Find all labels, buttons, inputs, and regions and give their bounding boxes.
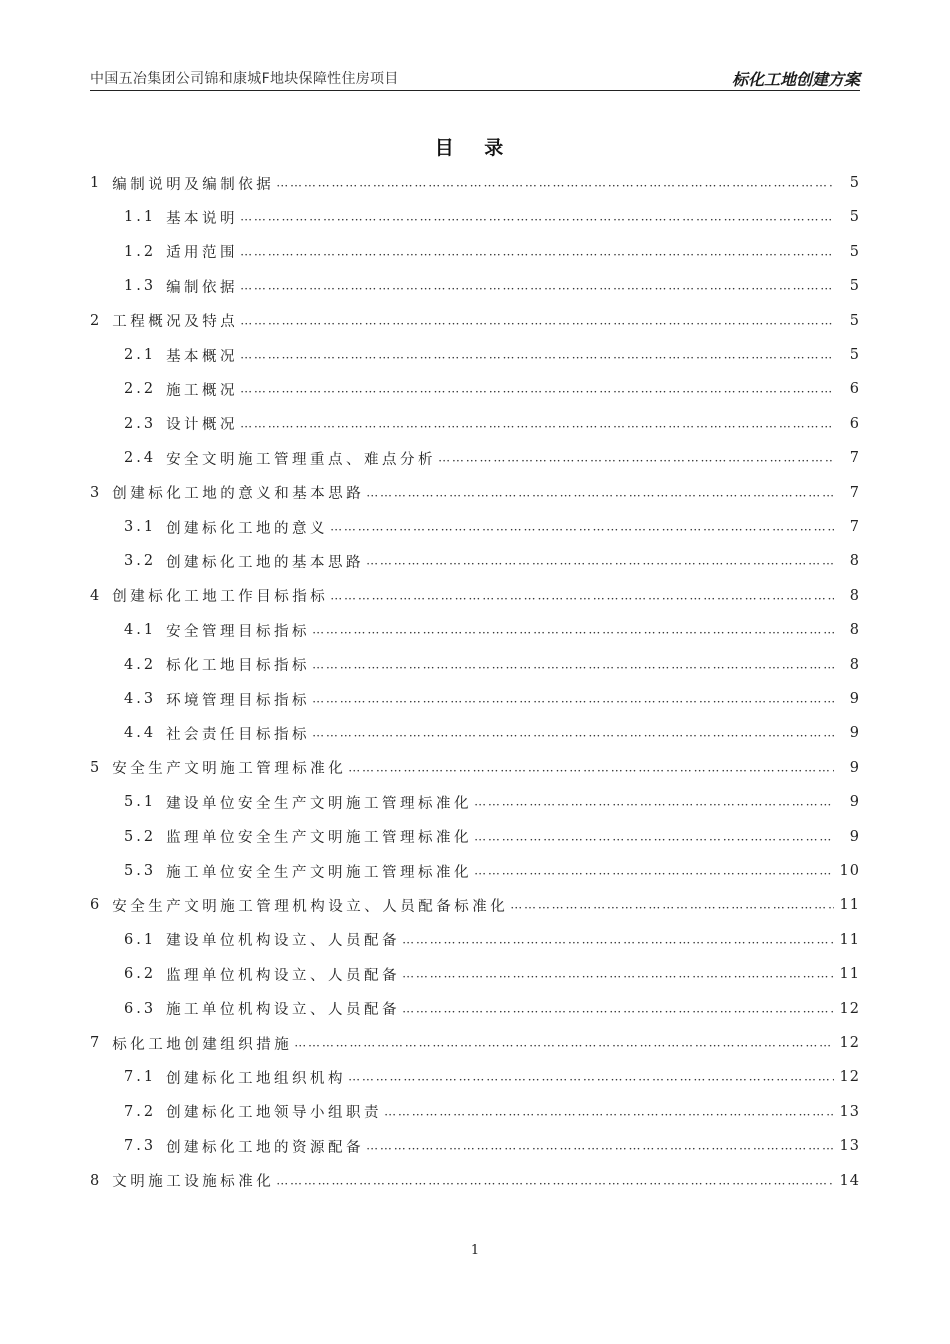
- toc-entry-number: 1.1: [124, 209, 157, 226]
- toc-entry[interactable]: [124, 269, 860, 303]
- page-header: [90, 66, 860, 91]
- toc-dot-leader: [438, 441, 834, 475]
- toc-dot-leader: [384, 1095, 834, 1129]
- toc-entry-page: 11: [839, 897, 860, 914]
- toc-entry[interactable]: [124, 648, 860, 682]
- toc-dot-leader: [240, 372, 834, 406]
- toc-entry-number: 7: [90, 1035, 103, 1051]
- toc-dot-leader: [366, 1129, 834, 1163]
- toc-entry-page: 5: [849, 175, 860, 191]
- toc-dot-leader: [348, 1060, 834, 1094]
- toc-entry-number: 1: [90, 175, 103, 191]
- toc-entry[interactable]: [90, 476, 860, 510]
- toc-entry[interactable]: [124, 1095, 860, 1129]
- toc-entry-number: 6: [90, 897, 103, 914]
- toc-entry-page: 14: [839, 1172, 860, 1189]
- toc-dot-leader: [240, 200, 834, 234]
- toc-entry-number: 2.2: [124, 381, 157, 398]
- toc-entry[interactable]: [124, 923, 860, 957]
- toc-entry-page: 5: [849, 278, 860, 295]
- toc-entry-label: 创建标化工地组织机构: [166, 1070, 347, 1087]
- toc-entry-number: 4.1: [124, 622, 157, 639]
- toc-entry[interactable]: [124, 785, 860, 819]
- toc-dot-leader: [240, 304, 834, 338]
- toc-entry-page: 9: [849, 759, 860, 776]
- toc-entry[interactable]: [124, 441, 860, 475]
- toc-entry-number: 7.2: [124, 1103, 157, 1120]
- toc-entry-label: 标化工地目标指标: [166, 658, 311, 675]
- toc-entry[interactable]: [124, 854, 860, 888]
- toc-entry-page: 8: [849, 553, 860, 570]
- toc-dot-leader: [276, 166, 834, 200]
- toc-entry-label: 创建标化工地工作目标指标: [112, 589, 329, 606]
- toc-entry-number: 5.1: [124, 794, 157, 811]
- toc-entry-number: 4.4: [124, 725, 157, 742]
- toc-entry-number: 3.1: [124, 519, 157, 535]
- toc-entry[interactable]: [124, 957, 860, 991]
- toc-entry-page: 13: [839, 1103, 860, 1120]
- toc-entry-label: 设计概况: [166, 417, 239, 434]
- toc-dot-leader: [366, 544, 834, 578]
- toc-entry-label: 编制依据: [166, 279, 239, 296]
- toc-entry-number: 5: [90, 759, 103, 776]
- toc-entry-label: 基本概况: [166, 348, 239, 365]
- toc-entry-number: 1.3: [124, 278, 157, 295]
- toc-entry-number: 5.3: [124, 863, 157, 879]
- toc-entry-label: 安全文明施工管理重点、难点分析: [166, 451, 437, 468]
- toc-entry-number: 7.1: [124, 1069, 157, 1086]
- toc-entry[interactable]: [124, 510, 860, 544]
- toc-entry-label: 工程概况及特点: [112, 314, 239, 331]
- toc-entry-page: 9: [849, 828, 860, 845]
- toc-dot-leader: [348, 751, 834, 785]
- toc-entry-page: 8: [849, 656, 860, 673]
- toc-entry-label: 适用范围: [166, 245, 239, 262]
- toc-dot-leader: [402, 923, 834, 957]
- toc-entry[interactable]: [124, 682, 860, 716]
- toc-entry-number: 6.2: [124, 966, 157, 983]
- toc-entry[interactable]: [90, 888, 860, 922]
- toc-entry[interactable]: [124, 372, 860, 406]
- toc-entry-number: 4: [90, 587, 103, 604]
- toc-entry[interactable]: [90, 304, 860, 338]
- toc-entry[interactable]: [124, 992, 860, 1026]
- toc-dot-leader: [474, 820, 834, 854]
- toc-entry-number: 5.2: [124, 828, 157, 845]
- toc-entry[interactable]: [124, 200, 860, 234]
- toc-entry-number: 8: [90, 1172, 103, 1189]
- toc-entry[interactable]: [124, 1129, 860, 1163]
- toc-entry-label: 安全管理目标指标: [166, 623, 311, 640]
- toc-entry[interactable]: [124, 820, 860, 854]
- toc-entry-number: 1.2: [124, 243, 157, 260]
- toc-entry[interactable]: [124, 1060, 860, 1094]
- toc-entry-page: 5: [849, 312, 860, 329]
- toc-entry-page: 13: [839, 1138, 860, 1155]
- toc-entry[interactable]: [124, 613, 860, 647]
- toc-entry-label: 创建标化工地的意义: [166, 520, 329, 537]
- toc-entry[interactable]: [124, 235, 860, 269]
- toc-entry[interactable]: [90, 166, 860, 200]
- toc-dot-leader: [294, 1026, 834, 1060]
- toc-dot-leader: [276, 1164, 834, 1198]
- toc-entry-number: 3.2: [124, 553, 157, 570]
- toc-entry-label: 监理单位机构设立、人员配备: [166, 967, 401, 984]
- toc-entry-page: 5: [849, 347, 860, 363]
- toc-dot-leader: [312, 648, 834, 682]
- toc-entry-label: 标化工地创建组织措施: [112, 1036, 293, 1053]
- toc-dot-leader: [474, 785, 834, 819]
- toc-entry-page: 7: [849, 519, 860, 535]
- toc-entry-page: 12: [839, 1035, 860, 1051]
- toc-entry-number: 2.1: [124, 347, 157, 363]
- toc-entry-page: 6: [849, 381, 860, 398]
- toc-entry-number: 2.3: [124, 415, 157, 432]
- header-document-title: 标化工地创建方案: [731, 70, 860, 89]
- toc-entry-page: 7: [849, 484, 860, 501]
- toc-entry[interactable]: [90, 579, 860, 613]
- toc-entry[interactable]: [90, 1164, 860, 1198]
- toc-dot-leader: [240, 407, 834, 441]
- toc-entry-page: 11: [839, 966, 860, 983]
- toc-entry-page: 5: [849, 209, 860, 226]
- toc-entry-label: 监理单位安全生产文明施工管理标准化: [166, 830, 473, 847]
- toc-entry-label: 创建标化工地的意义和基本思路: [112, 486, 365, 503]
- toc-entry[interactable]: [90, 751, 860, 785]
- toc-entry-page: 9: [849, 691, 860, 707]
- toc-entry-page: 6: [849, 415, 860, 432]
- toc-entry-page: 8: [849, 622, 860, 639]
- toc-dot-leader: [366, 476, 834, 510]
- toc-entry-label: 创建标化工地的资源配备: [166, 1139, 365, 1156]
- toc-entry-label: 创建标化工地的基本思路: [166, 554, 365, 571]
- toc-dot-leader: [240, 235, 834, 269]
- page-number: 1: [470, 1243, 480, 1258]
- toc-entry-label: 基本说明: [166, 210, 239, 227]
- toc-entry-number: 4.2: [124, 656, 157, 673]
- toc-entry-number: 7.3: [124, 1138, 157, 1155]
- toc-entry-label: 社会责任目标指标: [166, 726, 311, 743]
- toc-entry-page: 10: [839, 863, 860, 879]
- toc-dot-leader: [240, 269, 834, 303]
- toc-entry-number: 4.3: [124, 691, 157, 707]
- toc-entry-number: 2: [90, 312, 103, 329]
- toc-dot-leader: [330, 510, 834, 544]
- toc-entry-number: 3: [90, 484, 103, 501]
- toc-entry-number: 6.3: [124, 1000, 157, 1017]
- toc-entry-label: 环境管理目标指标: [166, 692, 311, 709]
- toc-entry-page: 11: [839, 931, 860, 948]
- toc-entry-page: 9: [849, 794, 860, 811]
- toc-dot-leader: [312, 682, 834, 716]
- toc-entry-page: 5: [849, 243, 860, 260]
- toc-dot-leader: [312, 716, 834, 750]
- header-project-name: 中国五冶集团公司锦和康城F地块保障性住房项目: [90, 71, 399, 87]
- toc-entry-label: 施工概况: [166, 382, 239, 399]
- toc-entry-page: 12: [839, 1069, 860, 1086]
- toc-dot-leader: [402, 992, 834, 1026]
- toc-dot-leader: [402, 957, 834, 991]
- toc-entry-label: 施工单位安全生产文明施工管理标准化: [166, 864, 473, 881]
- toc-dot-leader: [510, 888, 834, 922]
- toc-entry-page: 9: [849, 725, 860, 742]
- toc-entry-label: 施工单位机构设立、人员配备: [166, 1002, 401, 1019]
- toc-entry-number: 2.4: [124, 450, 157, 467]
- toc-entry-page: 8: [849, 587, 860, 604]
- toc-dot-leader: [474, 854, 834, 888]
- toc-entry-label: 建设单位机构设立、人员配备: [166, 933, 401, 950]
- toc-entry-label: 编制说明及编制依据: [112, 176, 275, 193]
- toc-entry-page: 12: [839, 1000, 860, 1017]
- toc-dot-leader: [312, 613, 834, 647]
- toc-entry-label: 创建标化工地领导小组职责: [166, 1105, 383, 1122]
- toc-entry[interactable]: [90, 1026, 860, 1060]
- toc-entry-label: 建设单位安全生产文明施工管理标准化: [166, 795, 473, 812]
- toc-entry-page: 7: [849, 450, 860, 467]
- toc-entry-label: 文明施工设施标准化: [112, 1174, 275, 1191]
- toc-entry-number: 6.1: [124, 931, 157, 948]
- toc-entry-label: 安全生产文明施工管理机构设立、人员配备标准化: [112, 898, 509, 915]
- toc-entry[interactable]: [124, 338, 860, 372]
- toc-entry-label: 安全生产文明施工管理标准化: [112, 761, 347, 778]
- toc-dot-leader: [330, 579, 834, 613]
- toc-entry[interactable]: [124, 716, 860, 750]
- toc-entry[interactable]: [124, 544, 860, 578]
- toc-dot-leader: [240, 338, 834, 372]
- toc-title: 目 录: [434, 137, 516, 159]
- toc-entry[interactable]: [124, 407, 860, 441]
